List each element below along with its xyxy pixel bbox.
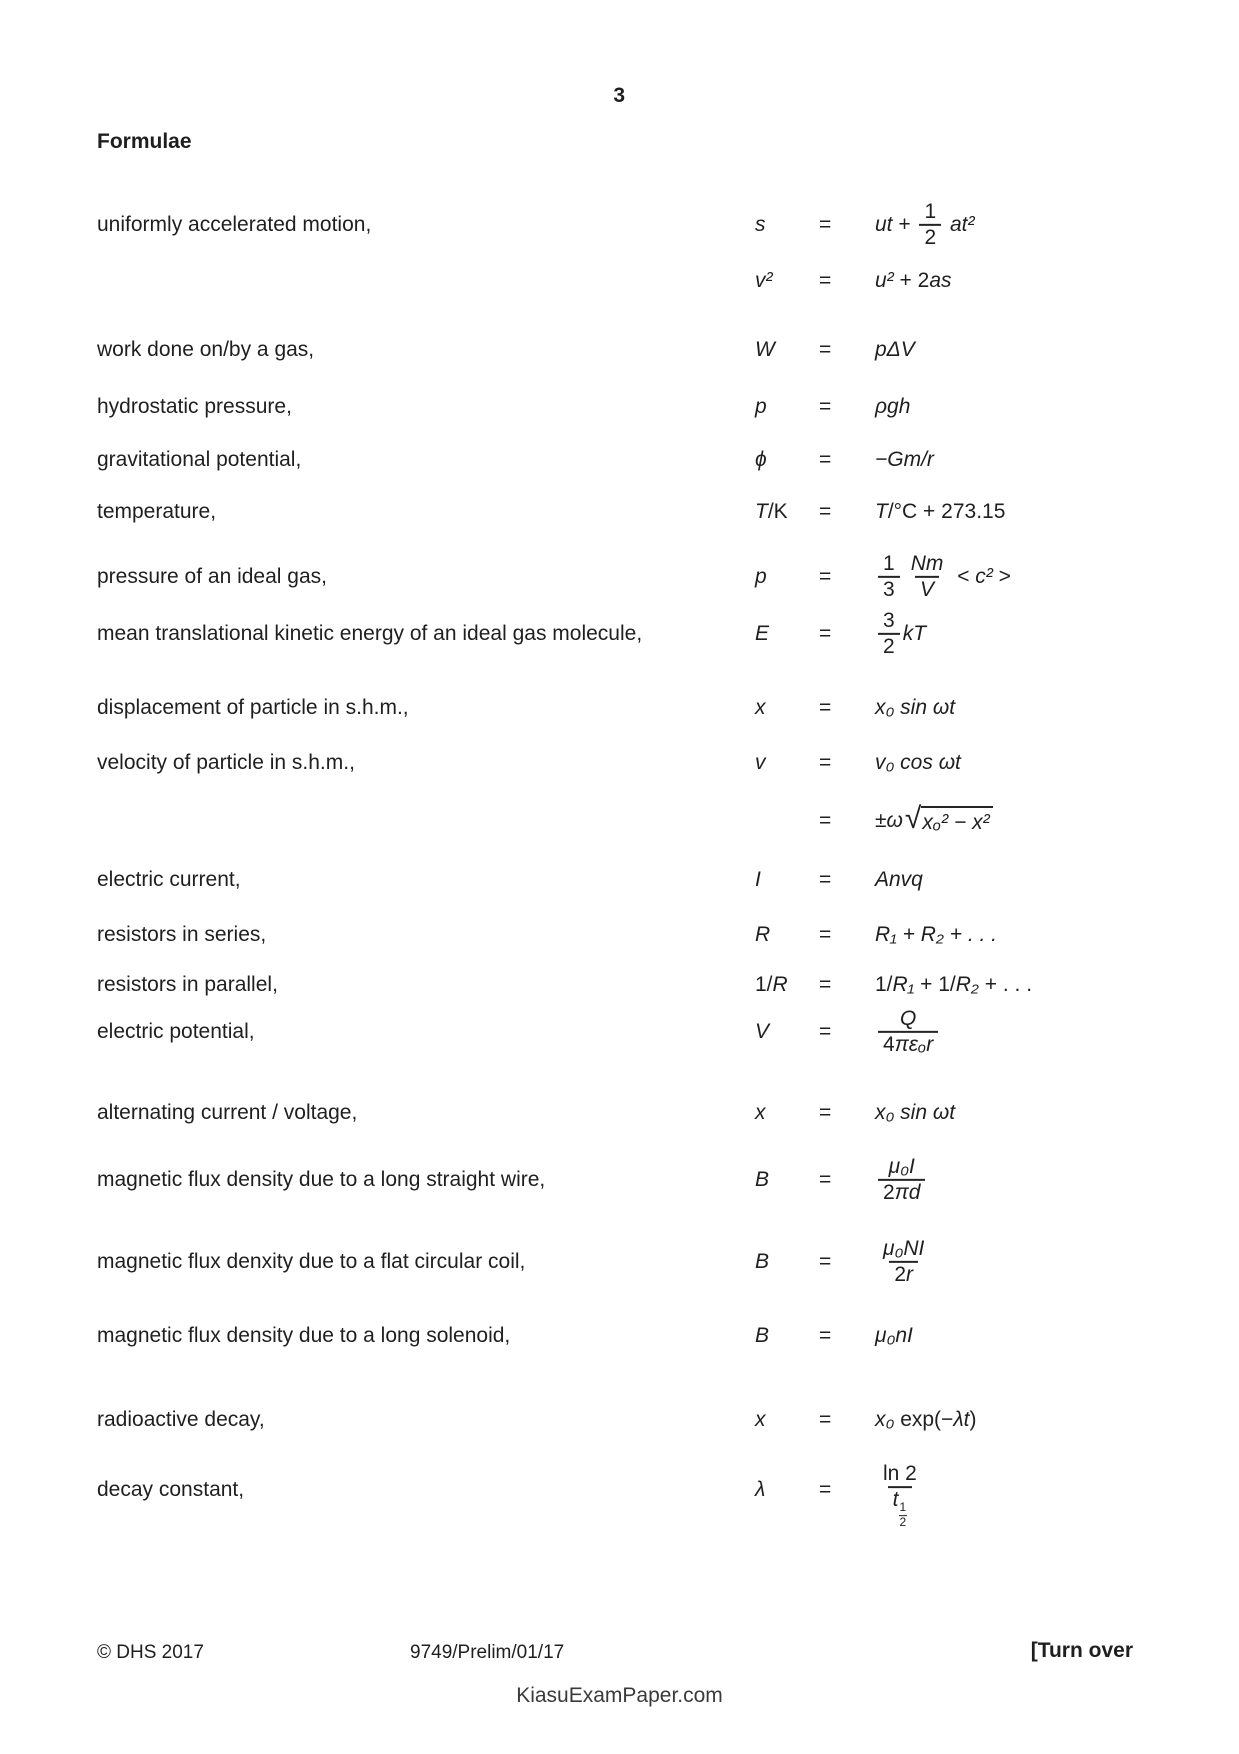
math-roman-text: + 2: [893, 269, 930, 292]
math-italic-text: Nm: [910, 551, 944, 575]
fraction: [878, 609, 900, 659]
formula-symbol: [755, 622, 769, 646]
math-roman-text: 2: [894, 1263, 907, 1286]
formula-label: magnetic flux density due to a long solenoid,: [97, 1324, 511, 1347]
fraction-denominator: [888, 1486, 913, 1530]
fraction-numerator: [878, 1237, 929, 1261]
page-number: 3: [613, 84, 626, 107]
math-italic-text: R: [772, 973, 788, 996]
page-title: Formulae: [97, 130, 192, 153]
math-italic-text: x: [755, 1408, 766, 1431]
fraction-numerator: [878, 552, 900, 576]
equals-sign: =: [819, 696, 832, 719]
math-roman-text: 2: [924, 226, 937, 249]
math-roman-text: 1/: [875, 973, 893, 996]
math-roman-text: <: [951, 565, 976, 588]
equals-sign: =: [819, 500, 832, 523]
equals-sign: =: [819, 622, 832, 645]
formula-expression: [875, 973, 1032, 997]
equals-sign: =: [819, 1324, 832, 1347]
math-italic-text: x₀: [875, 1408, 901, 1431]
formula-label: resistors in parallel,: [97, 973, 278, 996]
radicand: [921, 806, 992, 836]
formula-expression: [875, 1155, 928, 1205]
math-italic-text: μ₀I: [888, 1154, 915, 1178]
formula-expression: [875, 1237, 932, 1287]
formula-label: radioactive decay,: [97, 1408, 265, 1431]
math-italic-text: B: [755, 1250, 770, 1273]
half-life-t: t: [892, 1488, 899, 1512]
equals-sign: =: [819, 1478, 832, 1501]
fraction-numerator: [919, 200, 941, 224]
math-italic-text: p: [755, 395, 767, 418]
math-italic-text: πεₒr: [894, 1033, 934, 1056]
formula-expression: [875, 696, 955, 720]
formula-symbol: [755, 1324, 769, 1348]
math-italic-text: T: [875, 500, 888, 523]
math-roman-text: 3: [883, 578, 895, 601]
footer-doc-ref: 9749/Prelim/01/17: [410, 1642, 565, 1663]
formula-label: work done on/by a gas,: [97, 338, 315, 361]
equals-sign: =: [819, 213, 832, 236]
math-roman-text: + . . .: [978, 973, 1033, 996]
formula-symbol: [755, 1101, 766, 1125]
footer-watermark: KiasuExamPaper.com: [516, 1684, 723, 1707]
formula-expression: [875, 1408, 976, 1432]
math-roman-text: + 1/: [914, 973, 956, 996]
math-italic-text: Anvq: [875, 868, 923, 891]
math-italic-text: x: [755, 696, 766, 719]
formula-expression: [875, 395, 910, 419]
formula-expression: [875, 552, 1011, 602]
math-roman-text: 1: [883, 551, 895, 575]
math-italic-text: μ₀NI: [883, 1236, 925, 1260]
fraction-denominator: [878, 1179, 925, 1205]
formula-expression: [875, 1324, 913, 1348]
formula-symbol: [755, 1478, 765, 1502]
math-roman-text: ln 2: [883, 1462, 917, 1486]
formula-symbol: [755, 448, 767, 472]
fraction-denominator: [919, 224, 941, 250]
math-roman-text: 1: [924, 199, 937, 223]
formula-label: magnetic flux density due to a long straight wire,: [97, 1168, 546, 1191]
half-life-symbol: [892, 1488, 908, 1530]
half-life-subscript-numerator: 1: [899, 1500, 907, 1515]
equals-sign: =: [819, 1101, 832, 1124]
math-roman-text: 3: [883, 608, 895, 632]
formula-label: decay constant,: [97, 1478, 245, 1501]
formula-label: mean translational kinetic energy of an ideal gas molecule,: [97, 622, 643, 645]
math-italic-text: p: [755, 565, 767, 588]
equals-sign: =: [819, 868, 832, 891]
formula-expression: [875, 1462, 925, 1530]
formula-label: electric current,: [97, 868, 241, 891]
formula-expression: [875, 751, 961, 775]
math-italic-text: ut: [875, 213, 893, 236]
math-roman-text: /°C + 273.15: [887, 500, 1006, 523]
math-italic-text: c²: [975, 565, 993, 588]
formula-expression: [875, 1007, 941, 1057]
equals-sign: =: [819, 1168, 832, 1191]
equals-sign: =: [819, 751, 832, 774]
formula-expression: [875, 500, 1005, 524]
fraction-denominator: [878, 633, 900, 659]
formula-label: magnetic flux denxity due to a flat circular coil,: [97, 1250, 526, 1273]
equals-sign: =: [819, 269, 832, 292]
formula-label: temperature,: [97, 500, 217, 523]
formula-symbol: [755, 868, 761, 892]
formula-expression: [875, 868, 923, 892]
formula-label: hydrostatic pressure,: [97, 395, 292, 418]
fraction: [906, 552, 949, 602]
math-roman-text: 2: [883, 635, 895, 658]
math-italic-text: T: [755, 500, 768, 523]
math-italic-text: at²: [944, 213, 975, 236]
math-roman-text: 2: [883, 1181, 895, 1204]
equals-sign: =: [819, 1408, 832, 1431]
fraction-numerator: [878, 1462, 922, 1486]
fraction: [878, 1462, 922, 1530]
formula-expression: [875, 802, 993, 836]
math-roman-text: +: [892, 213, 917, 236]
formula-label: alternating current / voltage,: [97, 1101, 358, 1124]
formula-symbol: [755, 973, 788, 997]
formula-label: electric potential,: [97, 1020, 255, 1043]
formula-symbol: [755, 1020, 769, 1044]
formula-expression: [875, 609, 926, 659]
math-italic-text: ϕ: [755, 448, 767, 471]
math-italic-text: λ: [755, 1478, 766, 1501]
fraction-denominator: [878, 1031, 938, 1057]
math-italic-text: V: [755, 1020, 770, 1043]
equals-sign: =: [819, 1250, 832, 1273]
math-italic-text: μ₀nI: [875, 1324, 913, 1347]
footer-copyright: © DHS 2017: [97, 1642, 204, 1663]
math-italic-text: v²: [755, 269, 773, 292]
footer-turn-over: [Turn over: [1030, 1639, 1133, 1662]
math-italic-text: s: [755, 213, 766, 236]
math-roman-text: exp(−: [900, 1408, 954, 1431]
formula-symbol: [755, 1408, 766, 1432]
equals-sign: =: [819, 395, 832, 418]
formula-symbol: [755, 751, 766, 775]
math-italic-text: x: [755, 1101, 766, 1124]
math-italic-text: x₀ sin ωt: [875, 696, 956, 719]
fraction: [919, 200, 941, 250]
fraction-denominator: [915, 576, 939, 602]
formula-symbol: [755, 338, 775, 362]
math-italic-text: R₂: [955, 973, 979, 996]
formula-expression: [875, 200, 974, 250]
math-italic-text: B: [755, 1168, 770, 1191]
math-roman-text: >: [992, 565, 1011, 588]
formula-symbol: [755, 1168, 769, 1192]
formula-expression: [875, 1101, 955, 1125]
formula-label: displacement of particle in s.h.m.,: [97, 696, 409, 719]
equals-sign: =: [819, 338, 832, 361]
math-italic-text: as: [929, 269, 952, 292]
fraction-denominator: [878, 576, 900, 602]
formula-expression: [875, 269, 952, 293]
formula-symbol: [755, 500, 788, 524]
formula-label: uniformly accelerated motion,: [97, 213, 372, 236]
equals-sign: =: [819, 448, 832, 471]
math-italic-text: I: [755, 868, 761, 891]
math-italic-text: kT: [902, 622, 927, 645]
formula-symbol: [755, 565, 767, 589]
fraction-denominator: [889, 1261, 918, 1287]
math-italic-text: −Gm/r: [875, 448, 934, 471]
math-italic-text: Q: [899, 1006, 917, 1030]
formula-label: pressure of an ideal gas,: [97, 565, 327, 588]
math-roman-text: /K: [767, 500, 788, 523]
formula-symbol: [755, 213, 766, 237]
math-roman-text: 4: [883, 1033, 895, 1056]
math-italic-text: R₁: [892, 973, 915, 996]
half-life-subscript-denominator: 2: [899, 1515, 907, 1530]
math-italic-text: x₀ sin ωt: [875, 1101, 956, 1124]
equals-sign: =: [819, 809, 832, 832]
math-italic-text: xₒ² − x²: [922, 810, 990, 834]
formula-expression: [875, 448, 934, 472]
equals-sign: =: [819, 1020, 832, 1043]
formula-symbol: [755, 395, 767, 419]
math-roman-text: 1/: [755, 973, 773, 996]
formula-label: gravitational potential,: [97, 448, 302, 471]
equals-sign: =: [819, 973, 832, 996]
fraction-numerator: [906, 552, 949, 576]
square-root: [904, 802, 993, 836]
equals-sign: =: [819, 565, 832, 588]
math-italic-text: ρgh: [875, 395, 911, 418]
radical-sign: √: [904, 802, 922, 835]
math-italic-text: v₀ cos ωt: [875, 751, 961, 774]
formula-symbol: [755, 696, 766, 720]
fraction: [878, 1007, 938, 1057]
math-italic-text: R₁ + R₂ + . . .: [875, 923, 998, 946]
math-italic-text: W: [755, 338, 775, 361]
formula-expression: [875, 923, 997, 947]
formula-expression: [875, 338, 915, 362]
math-italic-text: u²: [875, 269, 894, 292]
formula-symbol: [755, 269, 773, 293]
fraction: [878, 552, 900, 602]
math-italic-text: V: [920, 578, 935, 601]
formula-symbol: [755, 1250, 769, 1274]
math-italic-text: λt: [953, 1408, 970, 1431]
math-italic-text: r: [906, 1263, 914, 1286]
fraction: [878, 1237, 929, 1287]
math-italic-text: ±ω: [875, 809, 903, 832]
math-italic-text: pΔV: [875, 338, 915, 361]
fraction-numerator: [884, 1155, 920, 1179]
formula-label: velocity of particle in s.h.m.,: [97, 751, 355, 774]
fraction-numerator: [895, 1007, 921, 1031]
math-italic-text: v: [755, 751, 766, 774]
math-roman-text: ): [969, 1408, 977, 1431]
math-italic-text: πd: [894, 1181, 921, 1204]
math-italic-text: R: [755, 923, 771, 946]
half-life-subscript: [899, 1501, 908, 1530]
equals-sign: =: [819, 923, 832, 946]
formula-label: resistors in series,: [97, 923, 267, 946]
fraction: [878, 1155, 925, 1205]
fraction-numerator: [878, 609, 900, 633]
math-italic-text: B: [755, 1324, 770, 1347]
formula-symbol: [755, 923, 770, 947]
math-italic-text: E: [755, 622, 770, 645]
